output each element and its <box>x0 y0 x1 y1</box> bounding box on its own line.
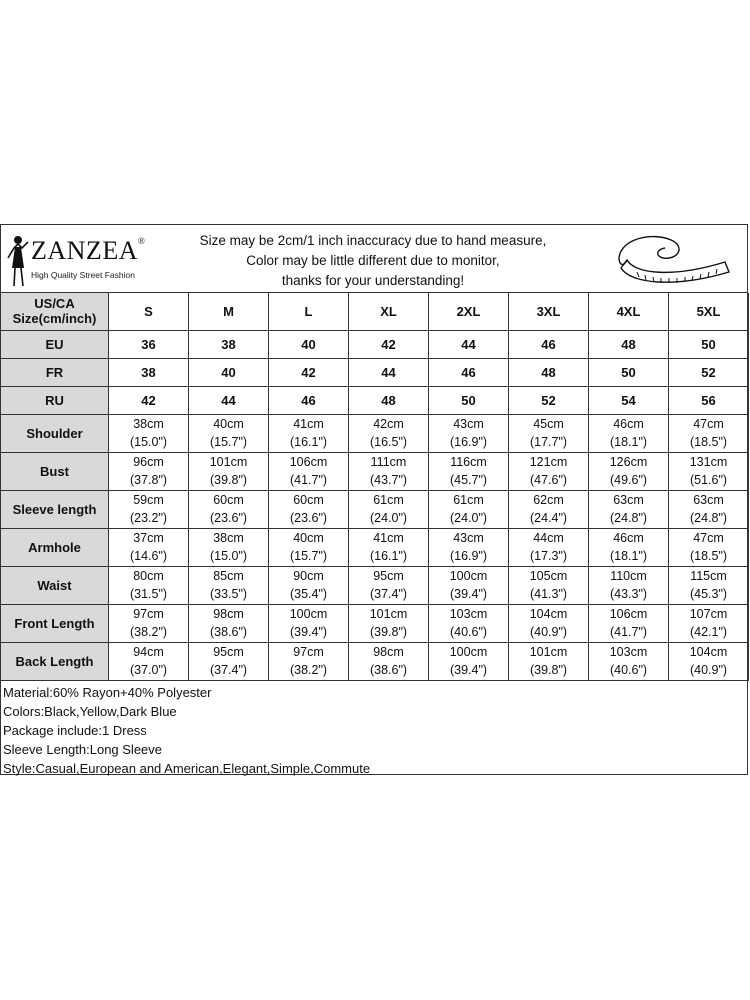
row-label: Armhole <box>1 528 109 566</box>
cm-value: 46cm <box>613 417 644 431</box>
cm-value: 61cm <box>373 493 404 507</box>
cm-value: 101cm <box>529 645 568 659</box>
cm-value: 107cm <box>689 607 728 621</box>
table-cell <box>349 528 429 566</box>
table-cell <box>429 528 509 566</box>
size-label: S <box>109 293 189 330</box>
table-cell <box>269 566 349 604</box>
table-cell <box>269 528 349 566</box>
inch-value: (15.0") <box>129 435 168 449</box>
table-cell: 48 <box>349 386 429 414</box>
cm-value: 106cm <box>609 607 648 621</box>
spec-line: Colors:Black,Yellow,Dark Blue <box>3 704 177 719</box>
inch-value: (23.2") <box>129 511 168 525</box>
size-table <box>0 293 749 681</box>
table-cell: 54 <box>589 386 669 414</box>
inch-value: (37.8") <box>129 473 168 487</box>
table-cell: 52 <box>509 386 589 414</box>
cm-value: 60cm <box>293 493 324 507</box>
inch-value: (23.6") <box>289 511 328 525</box>
inch-value: (24.4") <box>529 511 568 525</box>
cm-value: 111cm <box>370 455 407 469</box>
cm-value: 97cm <box>133 607 164 621</box>
cm-value: 43cm <box>453 417 484 431</box>
row-label: RU <box>1 386 109 414</box>
table-cell <box>349 642 429 680</box>
cm-value: 43cm <box>453 531 484 545</box>
table-cell <box>589 566 669 604</box>
measuring-tape-icon <box>613 228 733 288</box>
row-label: Waist <box>1 566 109 604</box>
table-cell <box>269 642 349 680</box>
inch-value: (39.8") <box>529 663 568 677</box>
cm-value: 38cm <box>213 531 244 545</box>
table-cell <box>669 604 749 642</box>
inch-value: (49.6") <box>609 473 648 487</box>
table-cell <box>109 604 189 642</box>
table-cell <box>109 452 189 490</box>
measure-row <box>1 528 749 566</box>
size-chart <box>0 224 748 775</box>
table-cell <box>189 566 269 604</box>
size-header-cell: US/CA Size(cm/inch) <box>1 293 109 330</box>
inch-value: (39.4") <box>289 625 328 639</box>
measure-row <box>1 490 749 528</box>
table-cell <box>429 452 509 490</box>
brand-logo <box>5 230 165 288</box>
dress-figure-icon <box>5 234 31 290</box>
row-label: Back Length <box>1 642 109 680</box>
cm-value: 110cm <box>610 569 647 583</box>
measure-row <box>1 566 749 604</box>
inch-value: (43.3") <box>609 587 648 601</box>
table-cell: 36 <box>109 330 189 358</box>
cm-value: 100cm <box>449 645 488 659</box>
inch-value: (38.2") <box>289 663 328 677</box>
table-cell <box>669 642 749 680</box>
inch-value: (45.7") <box>449 473 488 487</box>
cm-value: 100cm <box>449 569 488 583</box>
table-cell: 40 <box>189 358 269 386</box>
cm-value: 61cm <box>453 493 484 507</box>
table-cell <box>349 452 429 490</box>
inch-value: (33.5") <box>209 587 248 601</box>
table-cell: 40 <box>269 330 349 358</box>
cm-value: 98cm <box>373 645 404 659</box>
region-row-fr <box>1 358 749 386</box>
table-cell <box>429 566 509 604</box>
inch-value: (40.6") <box>609 663 648 677</box>
inch-value: (16.1") <box>289 435 328 449</box>
inch-value: (16.5") <box>369 435 408 449</box>
inch-value: (40.9") <box>689 663 728 677</box>
table-cell <box>189 490 269 528</box>
inch-value: (18.1") <box>609 549 648 563</box>
inch-value: (38.6") <box>369 663 408 677</box>
cm-value: 41cm <box>293 417 324 431</box>
table-cell <box>669 528 749 566</box>
notice-text <box>173 231 573 291</box>
inch-value: (39.4") <box>449 663 488 677</box>
brand-tagline: High Quality Street Fashion <box>31 270 135 280</box>
inch-value: (38.2") <box>129 625 168 639</box>
table-cell: 42 <box>109 386 189 414</box>
size-label: M <box>189 293 269 330</box>
cm-value: 101cm <box>209 455 248 469</box>
cm-value: 104cm <box>689 645 728 659</box>
table-cell <box>349 604 429 642</box>
inch-value: (45.3") <box>689 587 728 601</box>
table-cell <box>509 604 589 642</box>
inch-value: (16.9") <box>449 435 488 449</box>
table-cell: 44 <box>189 386 269 414</box>
inch-value: (39.4") <box>449 587 488 601</box>
inch-value: (24.8") <box>689 511 728 525</box>
cm-value: 63cm <box>613 493 644 507</box>
cm-value: 80cm <box>133 569 164 583</box>
table-cell <box>589 452 669 490</box>
table-cell: 42 <box>269 358 349 386</box>
table-cell: 46 <box>429 358 509 386</box>
cm-value: 126cm <box>609 455 648 469</box>
notice-line: thanks for your understanding! <box>281 273 465 288</box>
table-cell <box>349 414 429 452</box>
table-cell <box>189 604 269 642</box>
inch-value: (41.7") <box>609 625 648 639</box>
measure-row <box>1 642 749 680</box>
inch-value: (15.7") <box>289 549 328 563</box>
cm-value: 47cm <box>693 417 724 431</box>
table-cell: 50 <box>589 358 669 386</box>
size-label: 3XL <box>509 293 589 330</box>
row-label: Bust <box>1 452 109 490</box>
cm-value: 37cm <box>133 531 164 545</box>
notice-line: Color may be little different due to monitor, <box>246 253 500 268</box>
inch-value: (16.1") <box>369 549 408 563</box>
table-cell <box>589 528 669 566</box>
inch-value: (16.9") <box>449 549 488 563</box>
inch-value: (24.0") <box>369 511 408 525</box>
notice-line: Size may be 2cm/1 inch inaccuracy due to hand measure, <box>199 233 547 248</box>
size-label: 2XL <box>429 293 509 330</box>
cm-value: 40cm <box>213 417 244 431</box>
product-specs <box>3 683 370 778</box>
table-cell <box>269 490 349 528</box>
inch-value: (43.7") <box>369 473 408 487</box>
table-cell: 38 <box>189 330 269 358</box>
chart-header <box>1 225 747 293</box>
inch-value: (18.1") <box>609 435 648 449</box>
inch-value: (18.5") <box>689 549 728 563</box>
cm-value: 95cm <box>213 645 244 659</box>
table-cell <box>509 642 589 680</box>
table-cell <box>189 414 269 452</box>
inch-value: (47.6") <box>529 473 568 487</box>
table-cell <box>189 642 269 680</box>
cm-value: 60cm <box>213 493 244 507</box>
cm-value: 90cm <box>293 569 324 583</box>
table-cell: 46 <box>269 386 349 414</box>
cm-value: 116cm <box>450 455 487 469</box>
cm-value: 98cm <box>213 607 244 621</box>
inch-value: (40.9") <box>529 625 568 639</box>
table-cell <box>589 604 669 642</box>
row-label: FR <box>1 358 109 386</box>
region-row-eu <box>1 330 749 358</box>
cm-value: 47cm <box>693 531 724 545</box>
table-cell <box>589 642 669 680</box>
size-header-row <box>1 293 749 330</box>
cm-value: 105cm <box>529 569 568 583</box>
inch-value: (23.6") <box>209 511 248 525</box>
cm-value: 63cm <box>693 493 724 507</box>
table-cell <box>189 452 269 490</box>
cm-value: 42cm <box>373 417 404 431</box>
cm-value: 115cm <box>690 569 727 583</box>
table-cell <box>509 490 589 528</box>
cm-value: 94cm <box>133 645 164 659</box>
inch-value: (40.6") <box>449 625 488 639</box>
cm-value: 40cm <box>293 531 324 545</box>
cm-value: 46cm <box>613 531 644 545</box>
inch-value: (38.6") <box>209 625 248 639</box>
cm-value: 103cm <box>609 645 648 659</box>
inch-value: (37.0") <box>129 663 168 677</box>
row-label: Shoulder <box>1 414 109 452</box>
table-cell <box>509 414 589 452</box>
cm-value: 38cm <box>133 417 164 431</box>
cm-value: 100cm <box>289 607 328 621</box>
inch-value: (15.0") <box>209 549 248 563</box>
table-cell: 50 <box>669 330 749 358</box>
size-label: XL <box>349 293 429 330</box>
table-cell <box>669 490 749 528</box>
measure-row <box>1 604 749 642</box>
spec-line: Sleeve Length:Long Sleeve <box>3 742 163 757</box>
size-label: L <box>269 293 349 330</box>
table-cell: 48 <box>589 330 669 358</box>
row-label: EU <box>1 330 109 358</box>
table-cell: 52 <box>669 358 749 386</box>
table-cell: 44 <box>349 358 429 386</box>
spec-line: Material:60% Rayon+40% Polyester <box>3 685 212 700</box>
table-cell: 44 <box>429 330 509 358</box>
table-cell: 38 <box>109 358 189 386</box>
table-cell: 50 <box>429 386 509 414</box>
measure-rows <box>1 414 749 680</box>
inch-value: (14.6") <box>129 549 168 563</box>
table-cell <box>429 642 509 680</box>
size-label: 5XL <box>669 293 749 330</box>
inch-value: (17.3") <box>529 549 568 563</box>
inch-value: (18.5") <box>689 435 728 449</box>
table-cell <box>669 414 749 452</box>
table-cell <box>429 490 509 528</box>
measure-row <box>1 452 749 490</box>
row-label: Sleeve length <box>1 490 109 528</box>
table-cell <box>189 528 269 566</box>
spec-line: Style:Casual,European and American,Elegant,Simple,Commute <box>3 761 371 776</box>
cm-value: 101cm <box>369 607 408 621</box>
table-cell <box>589 414 669 452</box>
table-cell <box>109 528 189 566</box>
table-cell: 56 <box>669 386 749 414</box>
table-cell: 46 <box>509 330 589 358</box>
table-cell <box>429 604 509 642</box>
inch-value: (15.7") <box>209 435 248 449</box>
table-cell <box>269 414 349 452</box>
table-cell <box>669 452 749 490</box>
table-cell <box>349 490 429 528</box>
cm-value: 131cm <box>689 455 728 469</box>
table-cell: 42 <box>349 330 429 358</box>
inch-value: (42.1") <box>689 625 728 639</box>
cm-value: 97cm <box>293 645 324 659</box>
inch-value: (24.8") <box>609 511 648 525</box>
brand-name: ZANZEA® <box>31 236 146 265</box>
table-cell <box>589 490 669 528</box>
inch-value: (51.6") <box>689 473 728 487</box>
region-row-ru <box>1 386 749 414</box>
cm-value: 121cm <box>529 455 568 469</box>
table-cell <box>109 642 189 680</box>
table-cell <box>669 566 749 604</box>
inch-value: (35.4") <box>289 587 328 601</box>
table-cell <box>269 452 349 490</box>
cm-value: 103cm <box>449 607 488 621</box>
inch-value: (37.4") <box>369 587 408 601</box>
cm-value: 95cm <box>373 569 404 583</box>
cm-value: 104cm <box>529 607 568 621</box>
table-cell <box>269 604 349 642</box>
cm-value: 44cm <box>533 531 564 545</box>
row-label: Front Length <box>1 604 109 642</box>
table-cell <box>109 490 189 528</box>
inch-value: (24.0") <box>449 511 488 525</box>
size-label: 4XL <box>589 293 669 330</box>
inch-value: (17.7") <box>529 435 568 449</box>
inch-value: (39.8") <box>209 473 248 487</box>
table-cell <box>429 414 509 452</box>
cm-value: 62cm <box>533 493 564 507</box>
table-cell <box>109 414 189 452</box>
inch-value: (37.4") <box>209 663 248 677</box>
cm-value: 41cm <box>373 531 404 545</box>
cm-value: 96cm <box>133 455 164 469</box>
cm-value: 106cm <box>289 455 328 469</box>
inch-value: (31.5") <box>129 587 168 601</box>
cm-value: 59cm <box>133 493 164 507</box>
cm-value: 45cm <box>533 417 564 431</box>
table-cell <box>509 452 589 490</box>
table-cell <box>509 566 589 604</box>
table-cell: 48 <box>509 358 589 386</box>
spec-line: Package include:1 Dress <box>3 723 147 738</box>
table-cell <box>509 528 589 566</box>
inch-value: (39.8") <box>369 625 408 639</box>
table-cell <box>109 566 189 604</box>
inch-value: (41.7") <box>289 473 328 487</box>
cm-value: 85cm <box>213 569 244 583</box>
measure-row <box>1 414 749 452</box>
inch-value: (41.3") <box>529 587 568 601</box>
table-cell <box>349 566 429 604</box>
